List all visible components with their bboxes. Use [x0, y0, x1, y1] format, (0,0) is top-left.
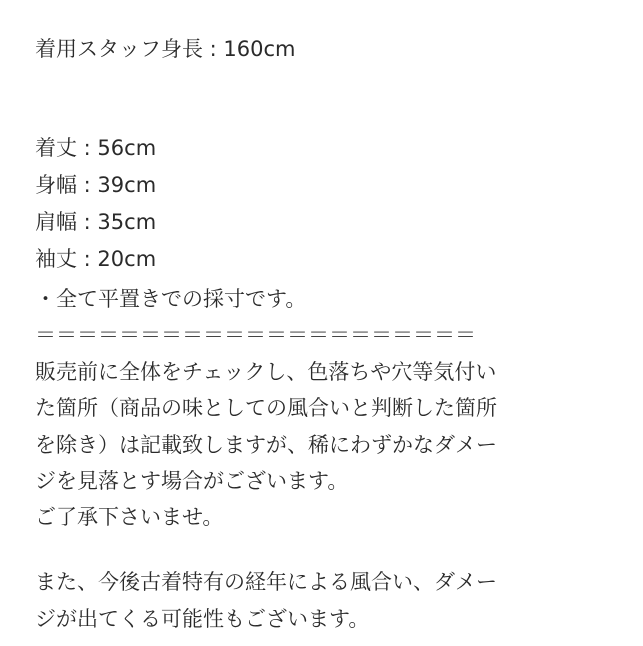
flat-measure-note: ・全て平置きでの採寸です。 — [35, 287, 307, 311]
notice-line: ジを見落とす場合がございます。 — [35, 468, 349, 493]
closing-line: ジが出てくる可能性もございます。 — [35, 607, 370, 631]
staff-height-text: 着用スタッフ身長 : 160cm — [35, 37, 296, 61]
measurement-shoulder: 肩幅 : 35cm — [35, 210, 157, 234]
closing-line: また、今後古着特有の経年による風合い、ダメー — [35, 570, 497, 594]
notice-line: を除き）は記載致しますが、稀にわずかなダメー — [35, 432, 497, 457]
notice-line: た箇所（商品の味としての風合いと判断した箇所 — [35, 396, 497, 421]
measurement-length: 着丈 : 56cm — [35, 136, 157, 160]
closing-block — [35, 572, 497, 646]
measurement-width: 身幅 : 39cm — [35, 173, 157, 197]
notes-block — [35, 289, 497, 544]
measurement-sleeve: 袖丈 : 20cm — [35, 247, 157, 271]
measurements-list — [35, 138, 156, 286]
separator-line: ＝＝＝＝＝＝＝＝＝＝＝＝＝＝＝＝＝＝＝＝＝ — [35, 323, 476, 348]
notice-line: 販売前に全体をチェックし、色落ちや穴等気付い — [35, 359, 497, 384]
notice-line: ご了承下さいませ。 — [35, 505, 224, 530]
